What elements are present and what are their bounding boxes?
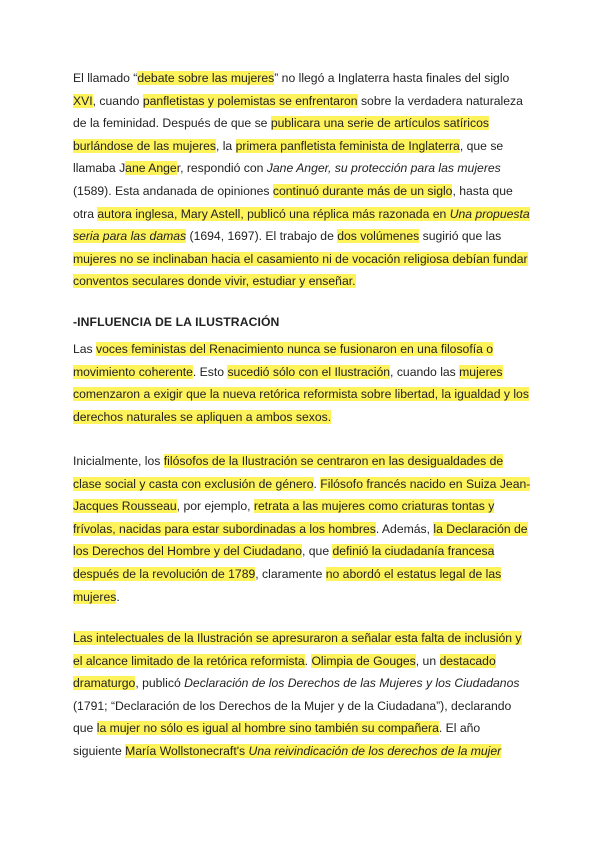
highlighted-text: definió la ciudadanía francesa después de la revolución de 1789 bbox=[73, 544, 495, 581]
highlighted-text: mujeres no se inclinaban hacia el casamiento ni de vocación religiosa debían fundar conventos seculares donde vivir, estudiar y enseñar. bbox=[73, 251, 528, 289]
text-run: , publicó bbox=[135, 676, 185, 691]
highlighted-text: voces feministas del Renacimiento nunca se fusionaron en una filosofía o movimiento coherente bbox=[73, 342, 494, 379]
text-run: , claramente bbox=[255, 566, 326, 581]
text-run: sobre la verdadera naturaleza de la feminidad. Después de que se bbox=[73, 93, 523, 131]
text-run: ” no llegó a Inglaterra hasta finales del siglo bbox=[274, 71, 510, 85]
highlighted-text: Filósofo francés nacido en Suiza Jean-Jacques Rousseau bbox=[73, 476, 531, 514]
text-run: , hasta que otra bbox=[73, 183, 513, 221]
text-run: Las bbox=[73, 342, 97, 356]
section-heading: -INFLUENCIA DE LA ILUSTRACIÓN bbox=[73, 315, 280, 329]
text-run: (1791; “Declaración de los Derechos de la Mujer y de la Ciudadana”), declarando que bbox=[73, 698, 512, 736]
highlighted-text: continuó durante más de un siglo bbox=[272, 183, 453, 198]
text-run: . El año siguiente bbox=[73, 721, 481, 758]
highlighted-text: publicara una serie de artículos satíricos burlándose de las mujeres bbox=[73, 116, 489, 153]
paragraph-intelectuales bbox=[73, 627, 531, 763]
text-run: . Esto bbox=[192, 364, 228, 379]
text-run: , por ejemplo, bbox=[176, 499, 254, 514]
text-run: r, respondió con bbox=[176, 161, 267, 176]
highlighted-text: panfletistas y polemistas se enfrentaron bbox=[142, 93, 358, 108]
highlighted-text: Una propuesta seria para las damas bbox=[73, 206, 530, 244]
text-run: , un bbox=[415, 653, 440, 668]
text-run: El llamado “ bbox=[73, 71, 138, 85]
text-run: Jane Anger, su protección para las mujeres bbox=[266, 161, 501, 176]
highlighted-text: no abordó el estatus legal de las mujeres bbox=[73, 566, 502, 604]
highlighted-text: retrata a las mujeres como criaturas tontas y frívolas, nacidas para estar subordinadas a los hombres bbox=[73, 499, 495, 536]
text-run: sugirió que las bbox=[419, 229, 502, 244]
text-run: (1589). Esta andanada de opiniones bbox=[73, 183, 273, 198]
highlighted-text: Una reivindicación de los derechos de la mujer bbox=[248, 743, 502, 758]
highlighted-text: XVI bbox=[73, 93, 93, 108]
highlighted-text: dos volúmenes bbox=[337, 229, 420, 244]
text-run: Inicialmente, los bbox=[73, 454, 164, 468]
highlighted-text: la mujer no sólo es igual al hombre sino también su compañera bbox=[96, 721, 439, 736]
highlighted-text: María Wollstonecraft's bbox=[125, 743, 249, 758]
text-run: , que se llamaba J bbox=[73, 138, 504, 176]
highlighted-text: debate sobre las mujeres bbox=[137, 71, 275, 85]
highlighted-text: autora inglesa, Mary Astell, publicó una réplica más razonada en bbox=[97, 206, 450, 221]
text-run: . bbox=[313, 476, 321, 491]
highlighted-text: sucedió sólo con el Ilustración bbox=[227, 364, 391, 379]
text-run: , cuando las bbox=[390, 364, 460, 379]
highlighted-text: mujeres comenzaron a exigir que la nueva retórica reformista sobre libertad, la igualdad y los derechos naturales se apliquen a ambos sexos. bbox=[73, 364, 529, 424]
highlighted-text: la Declaración de los Derechos del Hombre y del Ciudadano bbox=[73, 521, 528, 559]
highlighted-text: destacado dramaturgo bbox=[73, 653, 496, 691]
highlighted-text: filósofos de la Ilustración se centraron en las desigualdades de clase social y casta con exclusión de género bbox=[73, 454, 504, 491]
highlighted-text: primera panfletista feminista de Inglaterra bbox=[235, 138, 460, 153]
text-run: . bbox=[304, 653, 312, 668]
paragraph-debate bbox=[73, 67, 531, 293]
highlighted-text: Olimpia de Gouges bbox=[311, 653, 416, 668]
paragraph-voces bbox=[73, 338, 531, 428]
highlighted-text: ane Ange bbox=[125, 161, 177, 176]
highlighted-text: Las intelectuales de la Ilustración se apresuraron a señalar esta falta de inclusión y el alcance limitado de la retórica reformista bbox=[73, 631, 522, 668]
text-run: Declaración de los Derechos de las Mujeres y los Ciudadanos bbox=[184, 676, 520, 691]
paragraph-inicialmente bbox=[73, 450, 531, 608]
text-run: . Además, bbox=[375, 521, 434, 536]
text-run: . bbox=[116, 589, 120, 604]
text-run: (1694, 1697). El trabajo de bbox=[186, 229, 338, 244]
text-run: , la bbox=[215, 138, 236, 153]
text-run: , cuando bbox=[92, 93, 143, 108]
text-run: , que bbox=[301, 544, 333, 559]
